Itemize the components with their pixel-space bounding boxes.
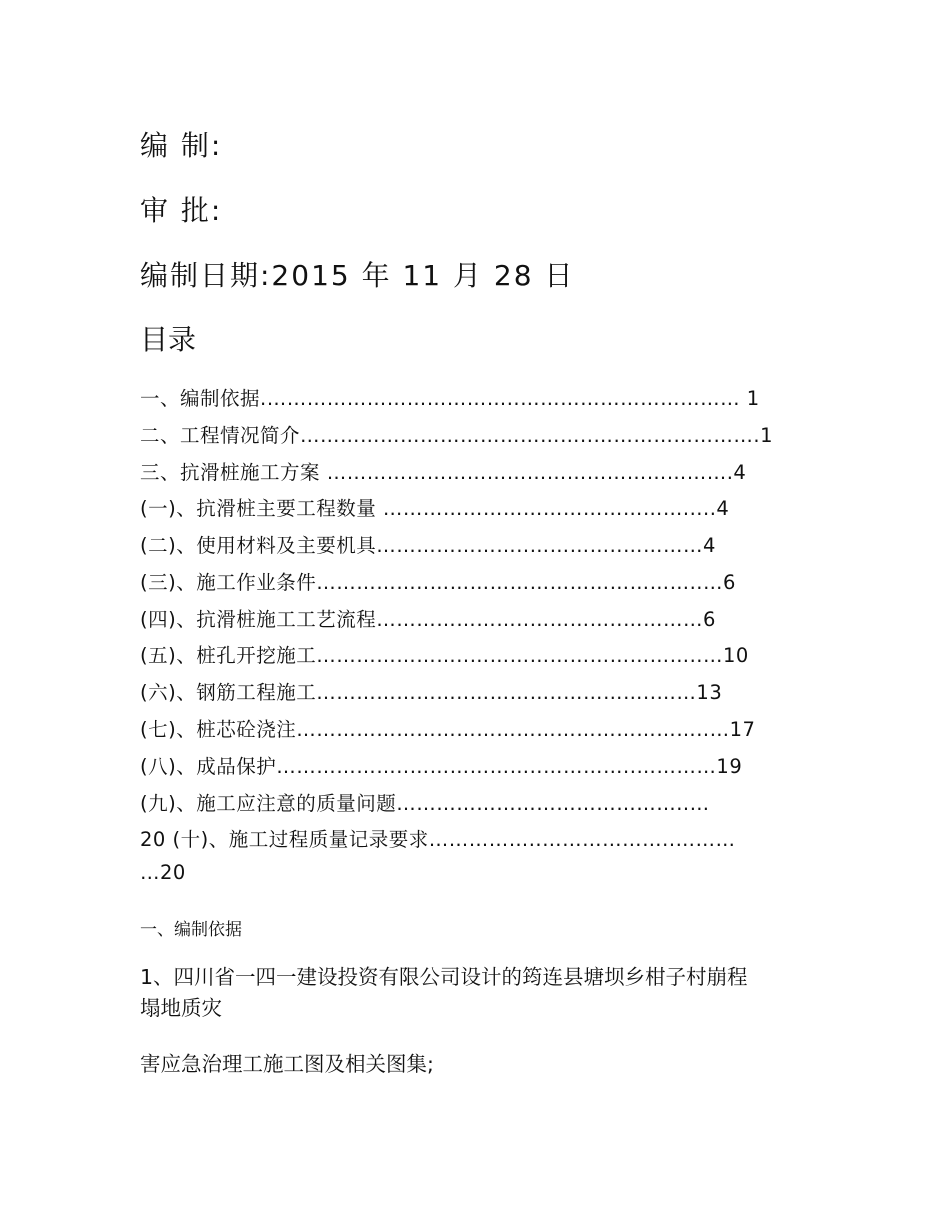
toc-line: (三)、施工作业条件……………..…………………………………..…6: [140, 571, 736, 594]
toc-line: …20: [140, 861, 186, 884]
compiler-label: 编 制:: [140, 129, 223, 162]
toc-line: 一、编制依据.………………………………..…………………………… 1: [140, 387, 760, 410]
toc-line: (四)、抗滑桩施工工艺流程…………………..…………..…………6: [140, 608, 716, 631]
approver-label: 审 批:: [140, 194, 223, 227]
toc-title: 目录: [140, 323, 197, 356]
toc-line: (八)、成品保护………………..………………..…………..…………19: [140, 755, 743, 778]
toc-line: (二)、使用材料及主要机具…………………..…………..…………4: [140, 534, 716, 557]
compile-date: 编制日期:2015 年 11 月 28 日: [140, 259, 575, 292]
toc-line: (九)、施工应注意的质量问题……………………………………..…: [140, 792, 710, 815]
toc-line: (七)、桩芯砼浇注……………………………………………………..…17: [140, 718, 756, 741]
basis-item-line: 1、四川省一四一建设投资有限公司设计的筠连县塘坝乡柑子村崩程: [140, 965, 748, 989]
toc-line: 二、工程情况简介……………………………………..…………………….1: [140, 424, 774, 447]
toc-line: 20 (十)、施工过程质量记录要求……………..………………..………: [140, 828, 736, 851]
toc-line: (一)、抗滑桩主要工程数量 ……………………………………….....4: [140, 497, 730, 520]
basis-item-line: 塌地质灾: [140, 996, 222, 1020]
toc-line: (五)、桩孔开挖施工…………………..……………………………..…10: [140, 644, 749, 667]
toc-line: 三、抗滑桩施工方案 …………………………………………………….4: [140, 461, 747, 484]
toc-line: (六)、钢筋工程施工…………………..…………..…………..……13: [140, 681, 723, 704]
section-heading: 一、编制依据: [140, 920, 242, 940]
basis-item-line: 害应急治理工施工图及相关图集;: [140, 1052, 434, 1076]
